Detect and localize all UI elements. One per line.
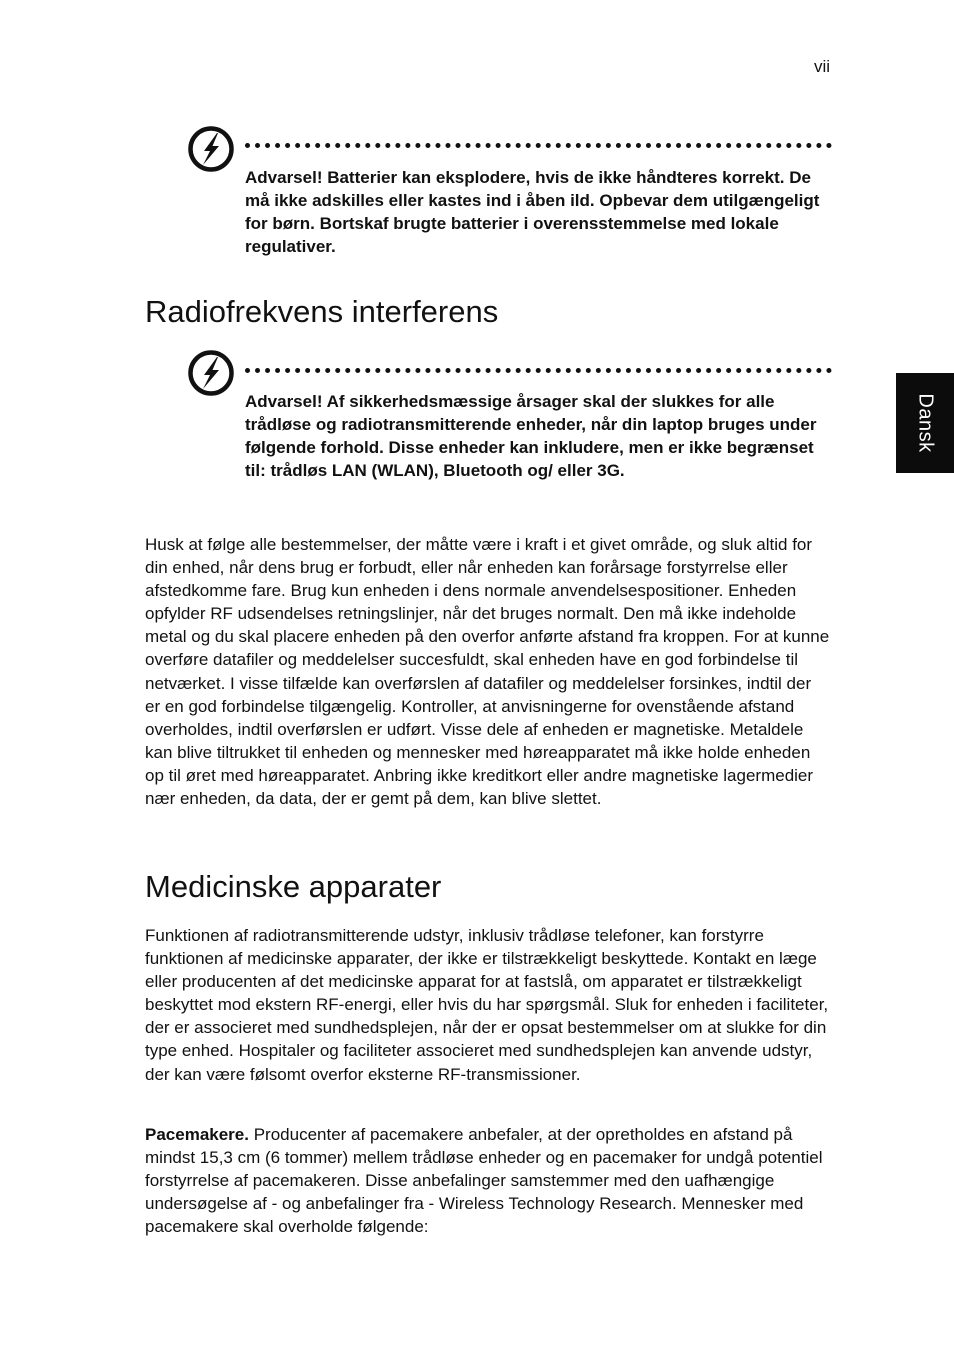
language-side-tab bbox=[896, 373, 954, 473]
section-heading-radio-interference: Radiofrekvens interferens bbox=[145, 294, 499, 329]
warning-divider bbox=[245, 368, 832, 373]
page-number: vii bbox=[813, 57, 830, 76]
warning-lightning-icon bbox=[187, 125, 235, 173]
pacemaker-lead: Pacemakere. bbox=[145, 1125, 249, 1144]
wireless-warning-text: Advarsel! Af sikkerhedsmæssige årsager skal der slukkes for alle trådløse og radiotransmitterende enheder, når din laptop bruges under følgende forhold. Disse enheder kan inkludere, men er ikke begrænset til: trådløs LAN (WLAN), Bluetooth og/ eller 3G. bbox=[245, 392, 817, 480]
pacemaker-text: Producenter af pacemakere anbefaler, at der opretholdes en afstand på mindst 15,3 cm (6 tommer) mellem trådløse enheder og en pacemaker for undgå potentiel forstyrrelse af pacemakeren. Disse anbefalinger samstemmer med den uafhængige undersøgelse af - og anbefalinger fra - Wireless Technology Research. Mennesker med pacemakere skal overholde følgende: bbox=[145, 1125, 823, 1237]
section-heading-medical-devices: Medicinske apparater bbox=[145, 869, 442, 904]
battery-warning-text: Advarsel! Batterier kan eksplodere, hvis de ikke håndteres korrekt. De må ikke adskilles eller kastes ind i åben ild. Opbevar dem utilgængeligt for børn. Bortskaf brugte batterier i overensstemmelse med lokale regulativer. bbox=[245, 168, 820, 256]
warning-lightning-icon bbox=[187, 349, 235, 397]
medical-devices-paragraph: Funktionen af radiotransmitterende udstyr, inklusiv trådløse telefoner, kan forstyrre funktionen af medicinske apparater, der ikke er tilstrækkeligt beskyttede. Kontakt en læge eller producenten af det medicinske apparat for at fastslå, om apparatet er tilstrækkeligt beskyttet mod ekstern RF-energi, eller hvis du har spørgsmål. Sluk for enheden i faciliteter, der er associeret med sundhedsplejen, når der er opsat bestemmelser om at slukke for din type enhed. Hospitaler og faciliteter associeret med sundhedsplejen kan anvende udstyr, der kan være følsomt overfor eksterne RF-transmissioner. bbox=[145, 926, 829, 1084]
radio-interference-paragraph: Husk at følge alle bestemmelser, der måtte være i kraft i et givet område, og sluk altid for din enhed, når dens brug er forbudt, eller når enheden kan forårsage forstyrrelse eller afstedkomme fare. Brug kun enheden i dens normale anvendelsespositioner. Enheden opfylder RF udsendelses retningslinjer, når det bruges normalt. Den må ikke indeholde metal og du skal placere enheden på den overfor anførte afstand fra kroppen. For at kunne overføre datafiler og meddelelser succesfuldt, skal enheden have en god forbindelse til netværket. I visse tilfælde kan overførslen af datafiler og meddelelser forsinkes, indtil der er en god forbindelse tilgængelig. Kontroller, at anvisningerne for ovenstående afstand overholdes, indtil overførslen er udført. Visse dele af enheden er magnetiske. Metaldele kan blive tiltrukket til enheden og mennesker med høreapparatet må ikke holde enheden op til øret med høreapparatet. Anbring ikke kreditkort eller andre magnetiske lagermedier nær enheden, da data, der er gemt på dem, kan blive slettet. bbox=[145, 535, 830, 809]
language-side-tab-label: Dansk bbox=[914, 393, 937, 453]
warning-divider bbox=[245, 143, 832, 148]
pacemaker-paragraph bbox=[145, 1123, 830, 1238]
